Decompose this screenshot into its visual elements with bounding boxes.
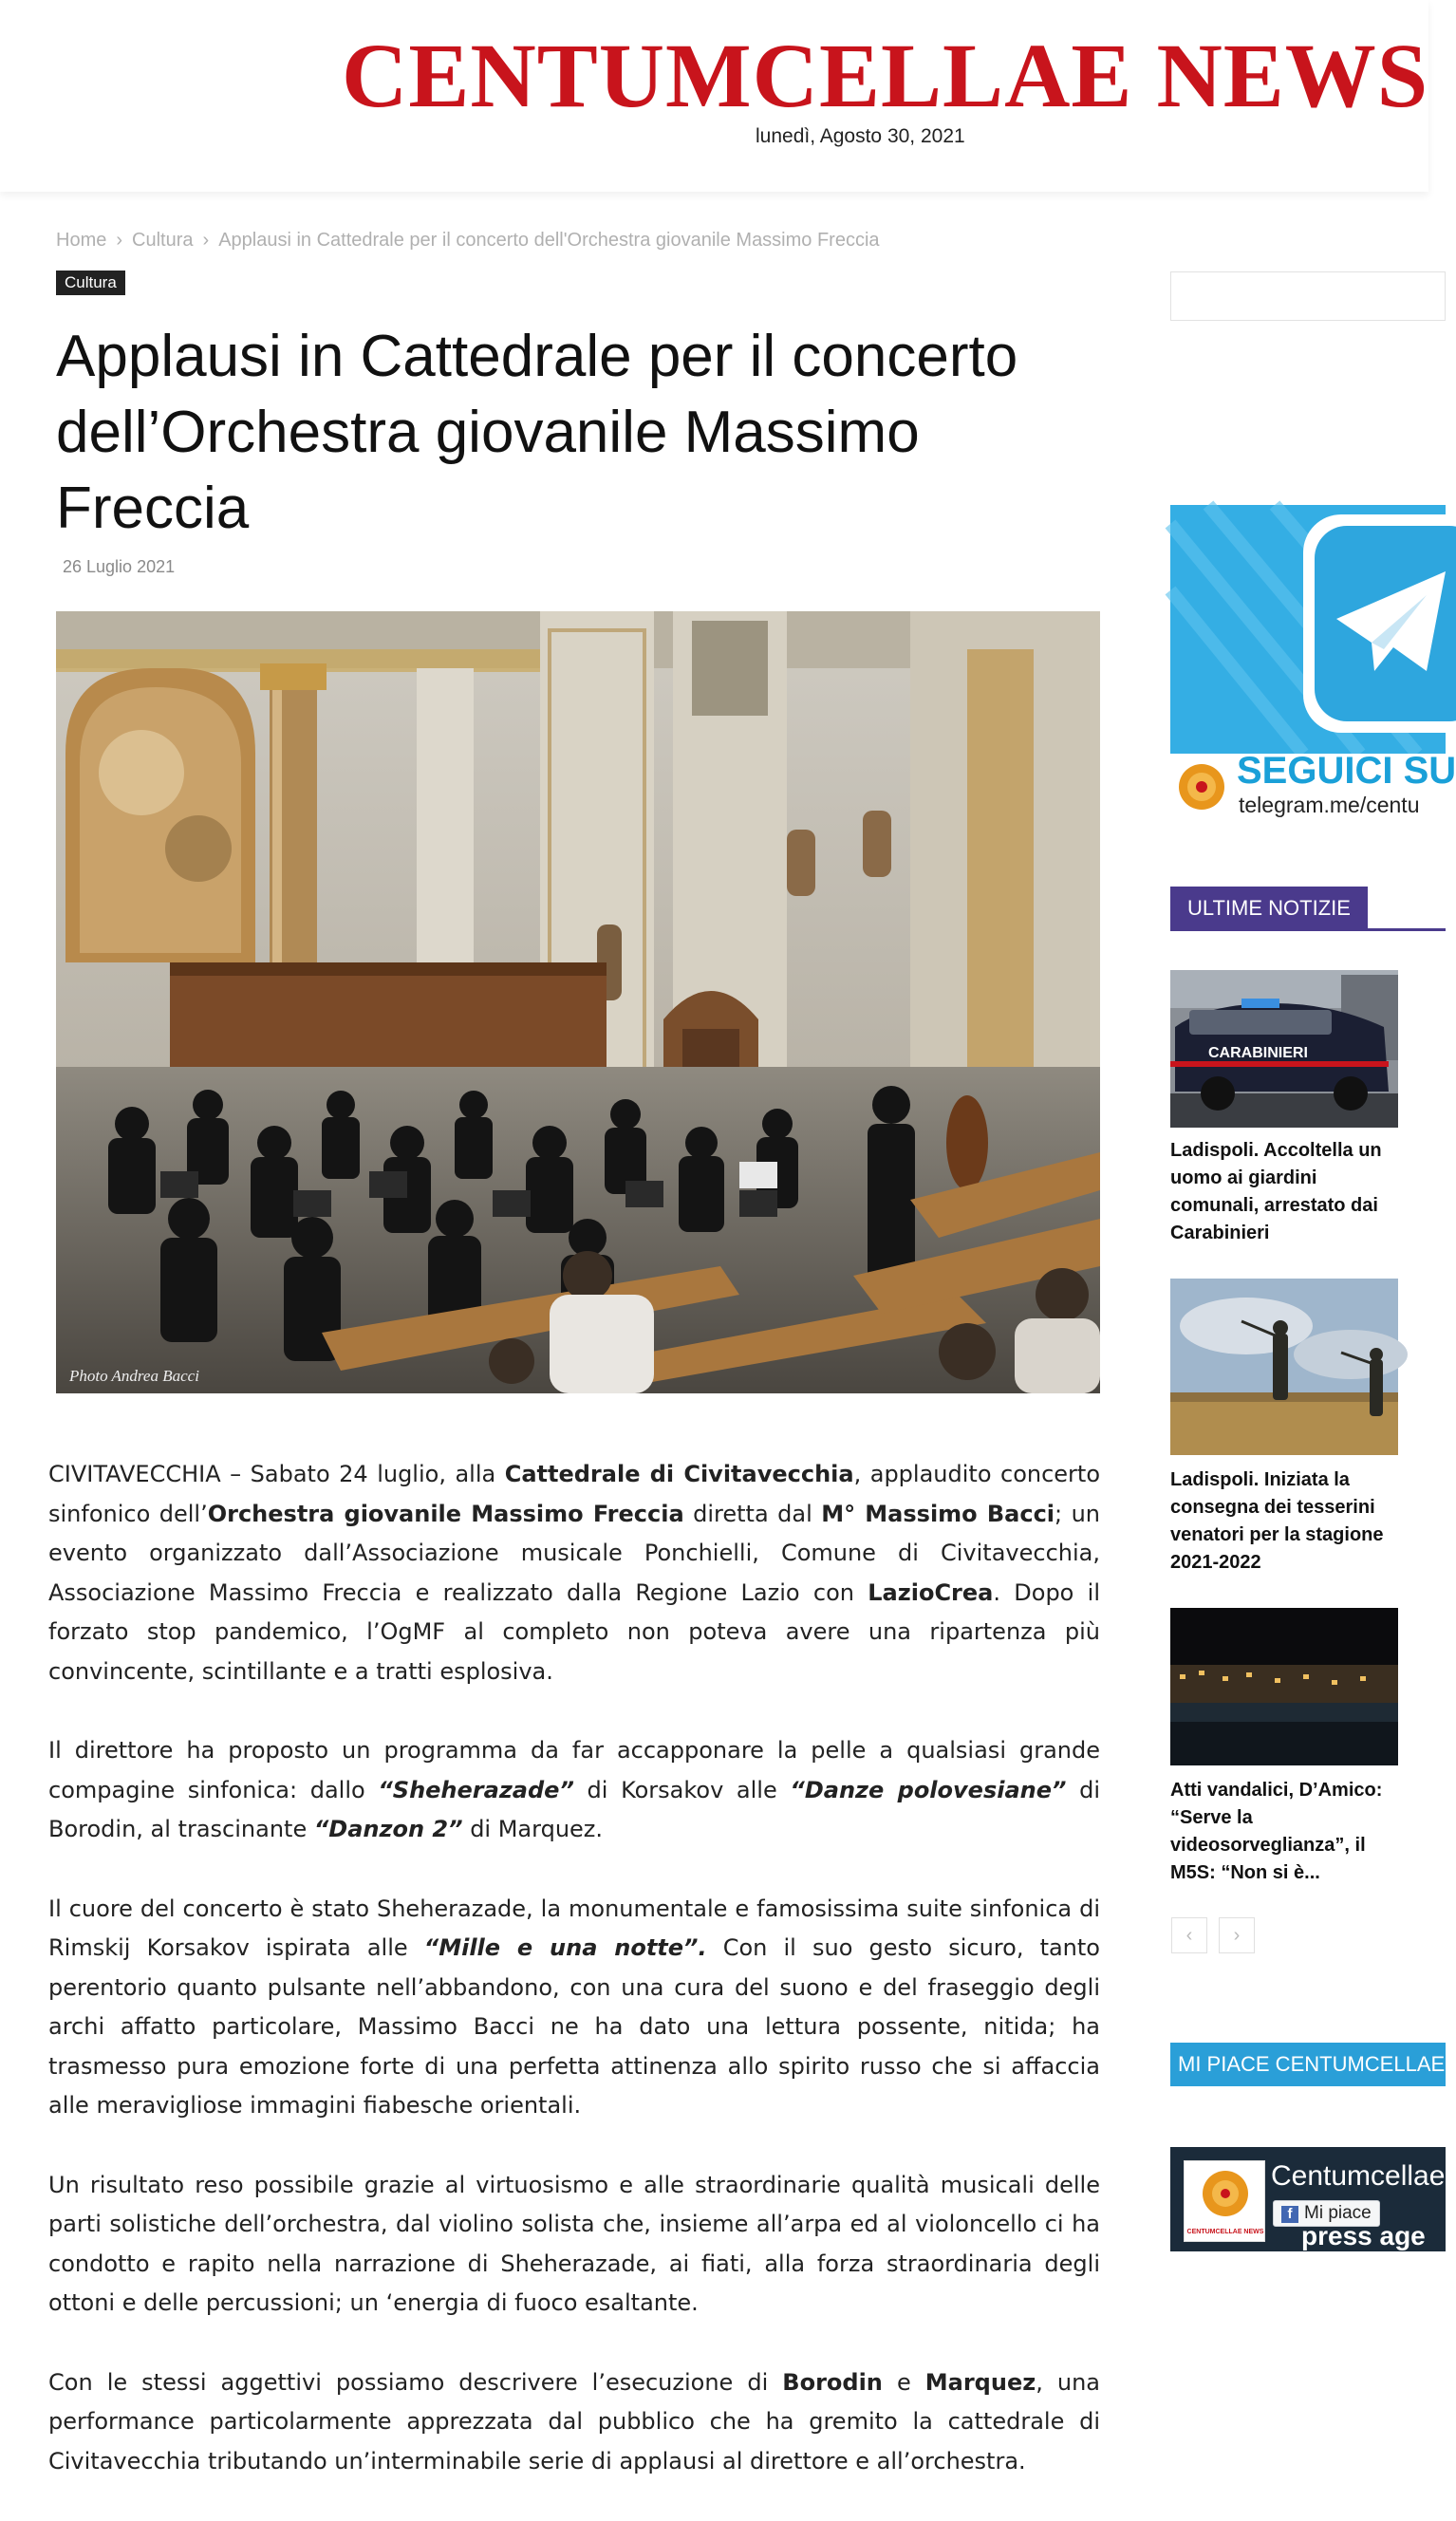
facebook-icon: f (1281, 2206, 1298, 2223)
category-badge[interactable]: Cultura (56, 271, 125, 295)
article-hero-image (56, 611, 1100, 1393)
photo-credit: Photo Andrea Bacci (69, 1367, 199, 1385)
mi-piace-heading: MI PIACE CENTUMCELLAE (1170, 2043, 1446, 2086)
text-span: CIVITAVECCHIA – Sabato 24 luglio, alla (48, 1461, 505, 1487)
bold-text: Borodin (782, 2368, 883, 2396)
bold-italic-text: “Mille e una notte”. (423, 1934, 707, 1961)
facebook-page-logo (1184, 2160, 1265, 2242)
article-paragraph (48, 1455, 1100, 1691)
centumcellae-logo-icon (1176, 761, 1227, 812)
site-header (0, 0, 1428, 192)
telegram-follow-text: SEGUICI SU (1237, 750, 1456, 792)
text-span: Il cuore del concerto è stato Sheherazade, la monumentale e famosissima suite sinfonica di Rimskij Korsakov ispirata alle (48, 1895, 1100, 1961)
article-paragraph (48, 1731, 1100, 1850)
bold-text: Cattedrale di Civitavecchia (504, 1461, 854, 1487)
facebook-cover-text: press age (1301, 2221, 1426, 2250)
pager-prev-button[interactable]: ‹ (1171, 1917, 1207, 1953)
article-paragraph: Un risultato reso possibile grazie al virtuosismo e alle straordinarie qualità musicali delle parti solistiche dell’orchestra, dal violino solista che, insieme all’arpa ed al violoncello ci ha condotto e rapito nella narrazione di Sheherazade, ai fiati, alla forza straordinaria degli ottoni e delle percussioni; un ‘energia di fuoco esaltante. (48, 2171, 1100, 2316)
ultime-notizie-heading: ULTIME NOTIZIE (1170, 887, 1368, 930)
article-body (48, 1455, 1100, 2521)
news-thumbnail[interactable] (1170, 970, 1398, 1128)
breadcrumb-home[interactable]: Home (56, 230, 107, 251)
breadcrumb-category[interactable]: Cultura (132, 230, 194, 251)
carabinieri-car-image (1170, 970, 1398, 1128)
telegram-url: telegram.me/centu (1239, 793, 1420, 817)
header-date: lunedì, Agosto 30, 2021 (756, 125, 965, 147)
bold-text: Marquez (924, 2368, 1036, 2396)
hunters-field-image (1170, 1279, 1398, 1455)
site-logo[interactable]: CENTUMCELLAE NEWS (342, 25, 1429, 126)
pager-next-button[interactable]: › (1219, 1917, 1255, 1953)
text-span: Con il suo gesto sicuro, tanto perentorio quanto pulsante nell’abbandono, con una cura del suono e del fraseggio degli archi affatto particolare, Massimo Bacci ne ha dato una lettura possente, nitida; ha trasmesso pura emozione forte di una perfetta attinenza allo spirito russo che si affaccia alle meravigliose immagini fiabesche orientali. (48, 1934, 1100, 2119)
bold-italic-text: “Sheherazade” (378, 1776, 574, 1803)
text-span: , una performance particolarmente apprezzata dal pubblico che ha gremito la cattedrale di Civitavecchia tributando un’interminabile serie di applausi al direttore e all’orchestra. (48, 2368, 1101, 2474)
sidebar-search-input[interactable] (1170, 271, 1446, 321)
article-paragraph (48, 1890, 1100, 2126)
centumcellae-logo-icon (1185, 2161, 1266, 2243)
text-span: di Marquez. (462, 1816, 604, 1842)
facebook-page-widget[interactable] (1170, 2147, 1446, 2251)
night-waterfront-image (1170, 1608, 1398, 1765)
telegram-icon (1170, 505, 1446, 754)
news-title-link[interactable]: Atti vandalici, D’Amico: “Serve la videosorveglianza”, il M5S: “Non si è... (1170, 1780, 1383, 1883)
bold-text: Orchestra giovanile Massimo Freccia (207, 1500, 684, 1527)
news-thumbnail[interactable] (1170, 1608, 1398, 1765)
bold-text: LazioCrea (868, 1578, 994, 1606)
text-span: ; un evento organizzato dall’Associazione musicale Ponchielli, Comune di Civitavecchia, Associazione Massimo Freccia e realizzato dalla Regione Lazio con (48, 1500, 1101, 1606)
logo-text: CENTUMCELLAE NEWS (1186, 2229, 1264, 2235)
article-date: 26 Luglio 2021 (63, 557, 176, 576)
text-span: . Dopo il forzato stop pandemico, l’OgMF al completo non poteva avere una ripartenza più convincente, scintillante e a tratti esplosiva. (48, 1578, 1100, 1685)
breadcrumb (56, 230, 880, 252)
news-thumbnail[interactable] (1170, 1279, 1398, 1436)
text-span: , applaudito concerto sinfonico dell’ (48, 1461, 1101, 1527)
like-label: Mi piace (1304, 2203, 1372, 2223)
text-span: Con le stessi aggettivi possiamo descrivere l’esecuzione di (48, 2368, 783, 2396)
car-label: CARABINIERI (1208, 1045, 1308, 1061)
bold-text: M° Massimo Bacci (821, 1500, 1055, 1527)
article-paragraph (48, 2363, 1100, 2482)
text-span: e (882, 2368, 925, 2396)
breadcrumb-separator-icon: › (116, 230, 123, 251)
news-title-link[interactable]: Ladispoli. Accoltella un uomo ai giardini comunali, arrestato dai Carabinieri (1170, 1140, 1382, 1243)
text-span: Il direttore ha proposto un programma da far accapponare la pelle a qualsiasi grande compagine sinfonica: dallo (48, 1737, 1100, 1803)
cathedral-orchestra-photo (56, 611, 1100, 1393)
text-span: diretta dal (683, 1500, 822, 1527)
text-span: di Korsakov alle (573, 1776, 791, 1803)
telegram-banner[interactable] (1170, 505, 1456, 824)
bold-italic-text: “Danze polovesiane” (790, 1776, 1067, 1803)
facebook-page-name[interactable]: Centumcellae (1271, 2160, 1446, 2192)
bold-italic-text: “Danzon 2” (313, 1816, 463, 1842)
text-span: di Borodin, al trascinante (48, 1776, 1101, 1842)
heading-underline (1170, 928, 1446, 931)
breadcrumb-separator-icon: › (202, 230, 210, 251)
news-title-link[interactable]: Ladispoli. Iniziata la consegna dei tesserini venatori per la stagione 2021-2022 (1170, 1469, 1384, 1573)
breadcrumb-current[interactable]: Applausi in Cattedrale per il concerto dell'Orchestra giovanile Massimo Freccia (218, 230, 880, 251)
article-title: Applausi in Cattedrale per il concerto dell’Orchestra giovanile Massimo Freccia (56, 324, 1018, 541)
